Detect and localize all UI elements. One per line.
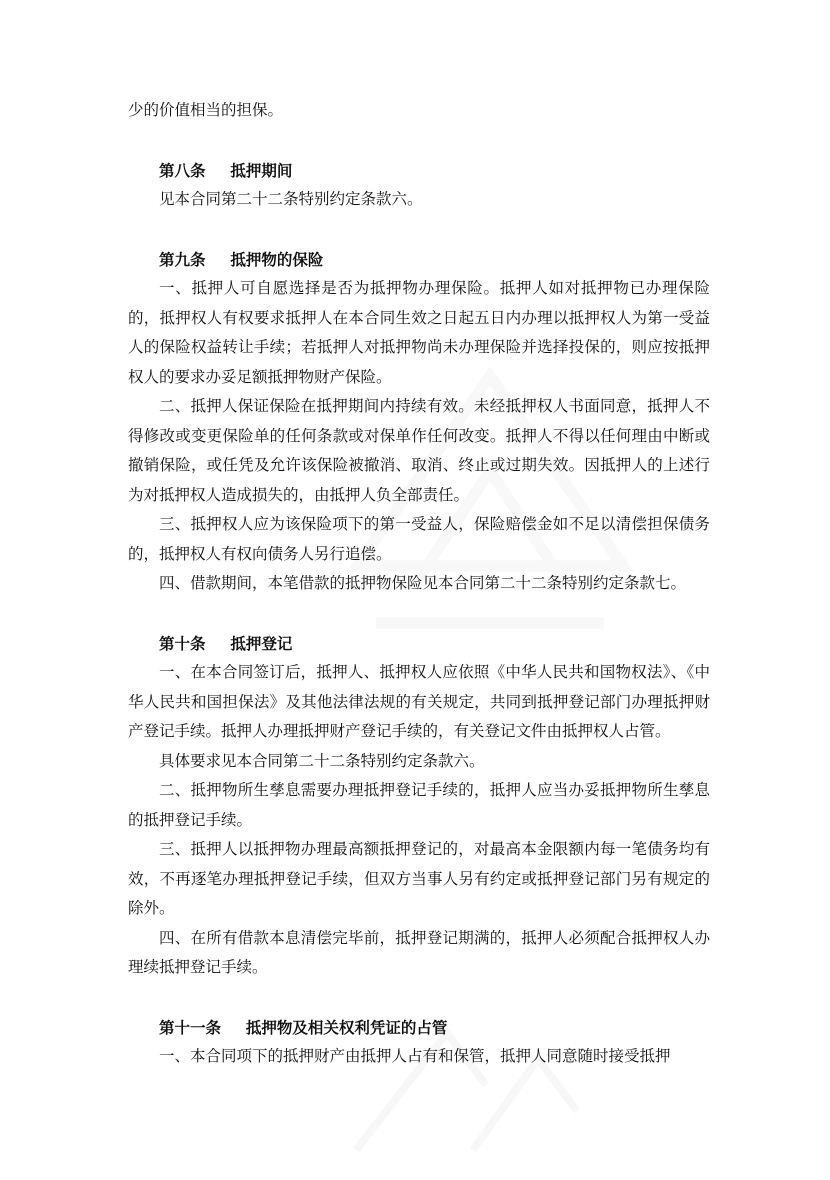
paragraph: 四、借款期间，本笔借款的抵押物保险见本合同第二十二条特别约定条款七。 bbox=[159, 574, 687, 592]
section-heading bbox=[128, 1013, 710, 1043]
section-title: 抵押物的保险 bbox=[230, 249, 324, 269]
section-title: 抵押物及相关权利凭证的占管 bbox=[245, 1017, 448, 1037]
paragraph: 一、在本合同签订后，抵押人、抵押权人应依照《中华人民共和国物权法》、《中华人民共和国担保法》及其他法律法规的有关规定，共同到抵押登记部门办理抵押财产登记手续。抵押人办理抵押财产登记手续的，有关登记文件由抵押权人占管。 bbox=[128, 663, 710, 740]
section-title: 抵押期间 bbox=[230, 160, 293, 180]
document-body bbox=[128, 96, 710, 1072]
section-heading bbox=[128, 156, 710, 186]
paragraph: 具体要求见本合同第二十二条特别约定条款六。 bbox=[159, 751, 485, 770]
section-number: 第十一条 bbox=[159, 1017, 222, 1037]
paragraph: 四、在所有借款本息清偿完毕前，抵押登记期满的，抵押人必须配合抵押权人办理续抵押登记手续。 bbox=[128, 928, 710, 976]
section-number: 第八条 bbox=[159, 160, 206, 180]
section-title: 抵押登记 bbox=[230, 633, 293, 653]
paragraph: 二、抵押物所生孳息需要办理抵押登记手续的，抵押人应当办妥抵押物所生孳息的抵押登记手续。 bbox=[128, 781, 710, 829]
section-heading bbox=[128, 245, 710, 275]
section-number: 第九条 bbox=[159, 249, 206, 269]
paragraph: 见本合同第二十二条特别约定条款六。 bbox=[159, 190, 423, 208]
paragraph: 一、本合同项下的抵押财产由抵押人占有和保管，抵押人同意随时接受抵押 bbox=[159, 1047, 671, 1065]
paragraph: 三、抵押权人应为该保险项下的第一受益人，保险赔偿金如不足以清偿担保债务的，抵押权人有权向债务人另行追偿。 bbox=[128, 515, 710, 563]
section-heading bbox=[128, 629, 710, 659]
paragraph: 三、抵押人以抵押物办理最高额抵押登记的，对最高本金限额内每一笔债务均有效，不再逐笔办理抵押登记手续，但双方当事人另有约定或抵押登记部门另有规定的除外。 bbox=[128, 840, 710, 917]
opening-line: 少的价值相当的担保。 bbox=[128, 101, 284, 119]
paragraph: 二、抵押人保证保险在抵押期间内持续有效。未经抵押权人书面同意，抵押人不得修改或变更保险单的任何条款或对保单作任何改变。抵押人不得以任何理由中断或撤销保险，或任凭及允许该保险被撤消、取消、终止或过期失效。因抵押人的上述行为对抵押权人造成损失的，由抵押人负全部责任。 bbox=[128, 397, 710, 504]
paragraph: 一、抵押人可自愿选择是否为抵押物办理保险。抵押人如对抵押物已办理保险的，抵押权人有权要求抵押人在本合同生效之日起五日内办理以抵押权人为第一受益人的保险权益转让手续；若抵押人对抵押物尚未办理保险并选择投保的，则应按抵押权人的要求办妥足额抵押物财产保险。 bbox=[128, 279, 710, 386]
section-number: 第十条 bbox=[159, 633, 206, 653]
